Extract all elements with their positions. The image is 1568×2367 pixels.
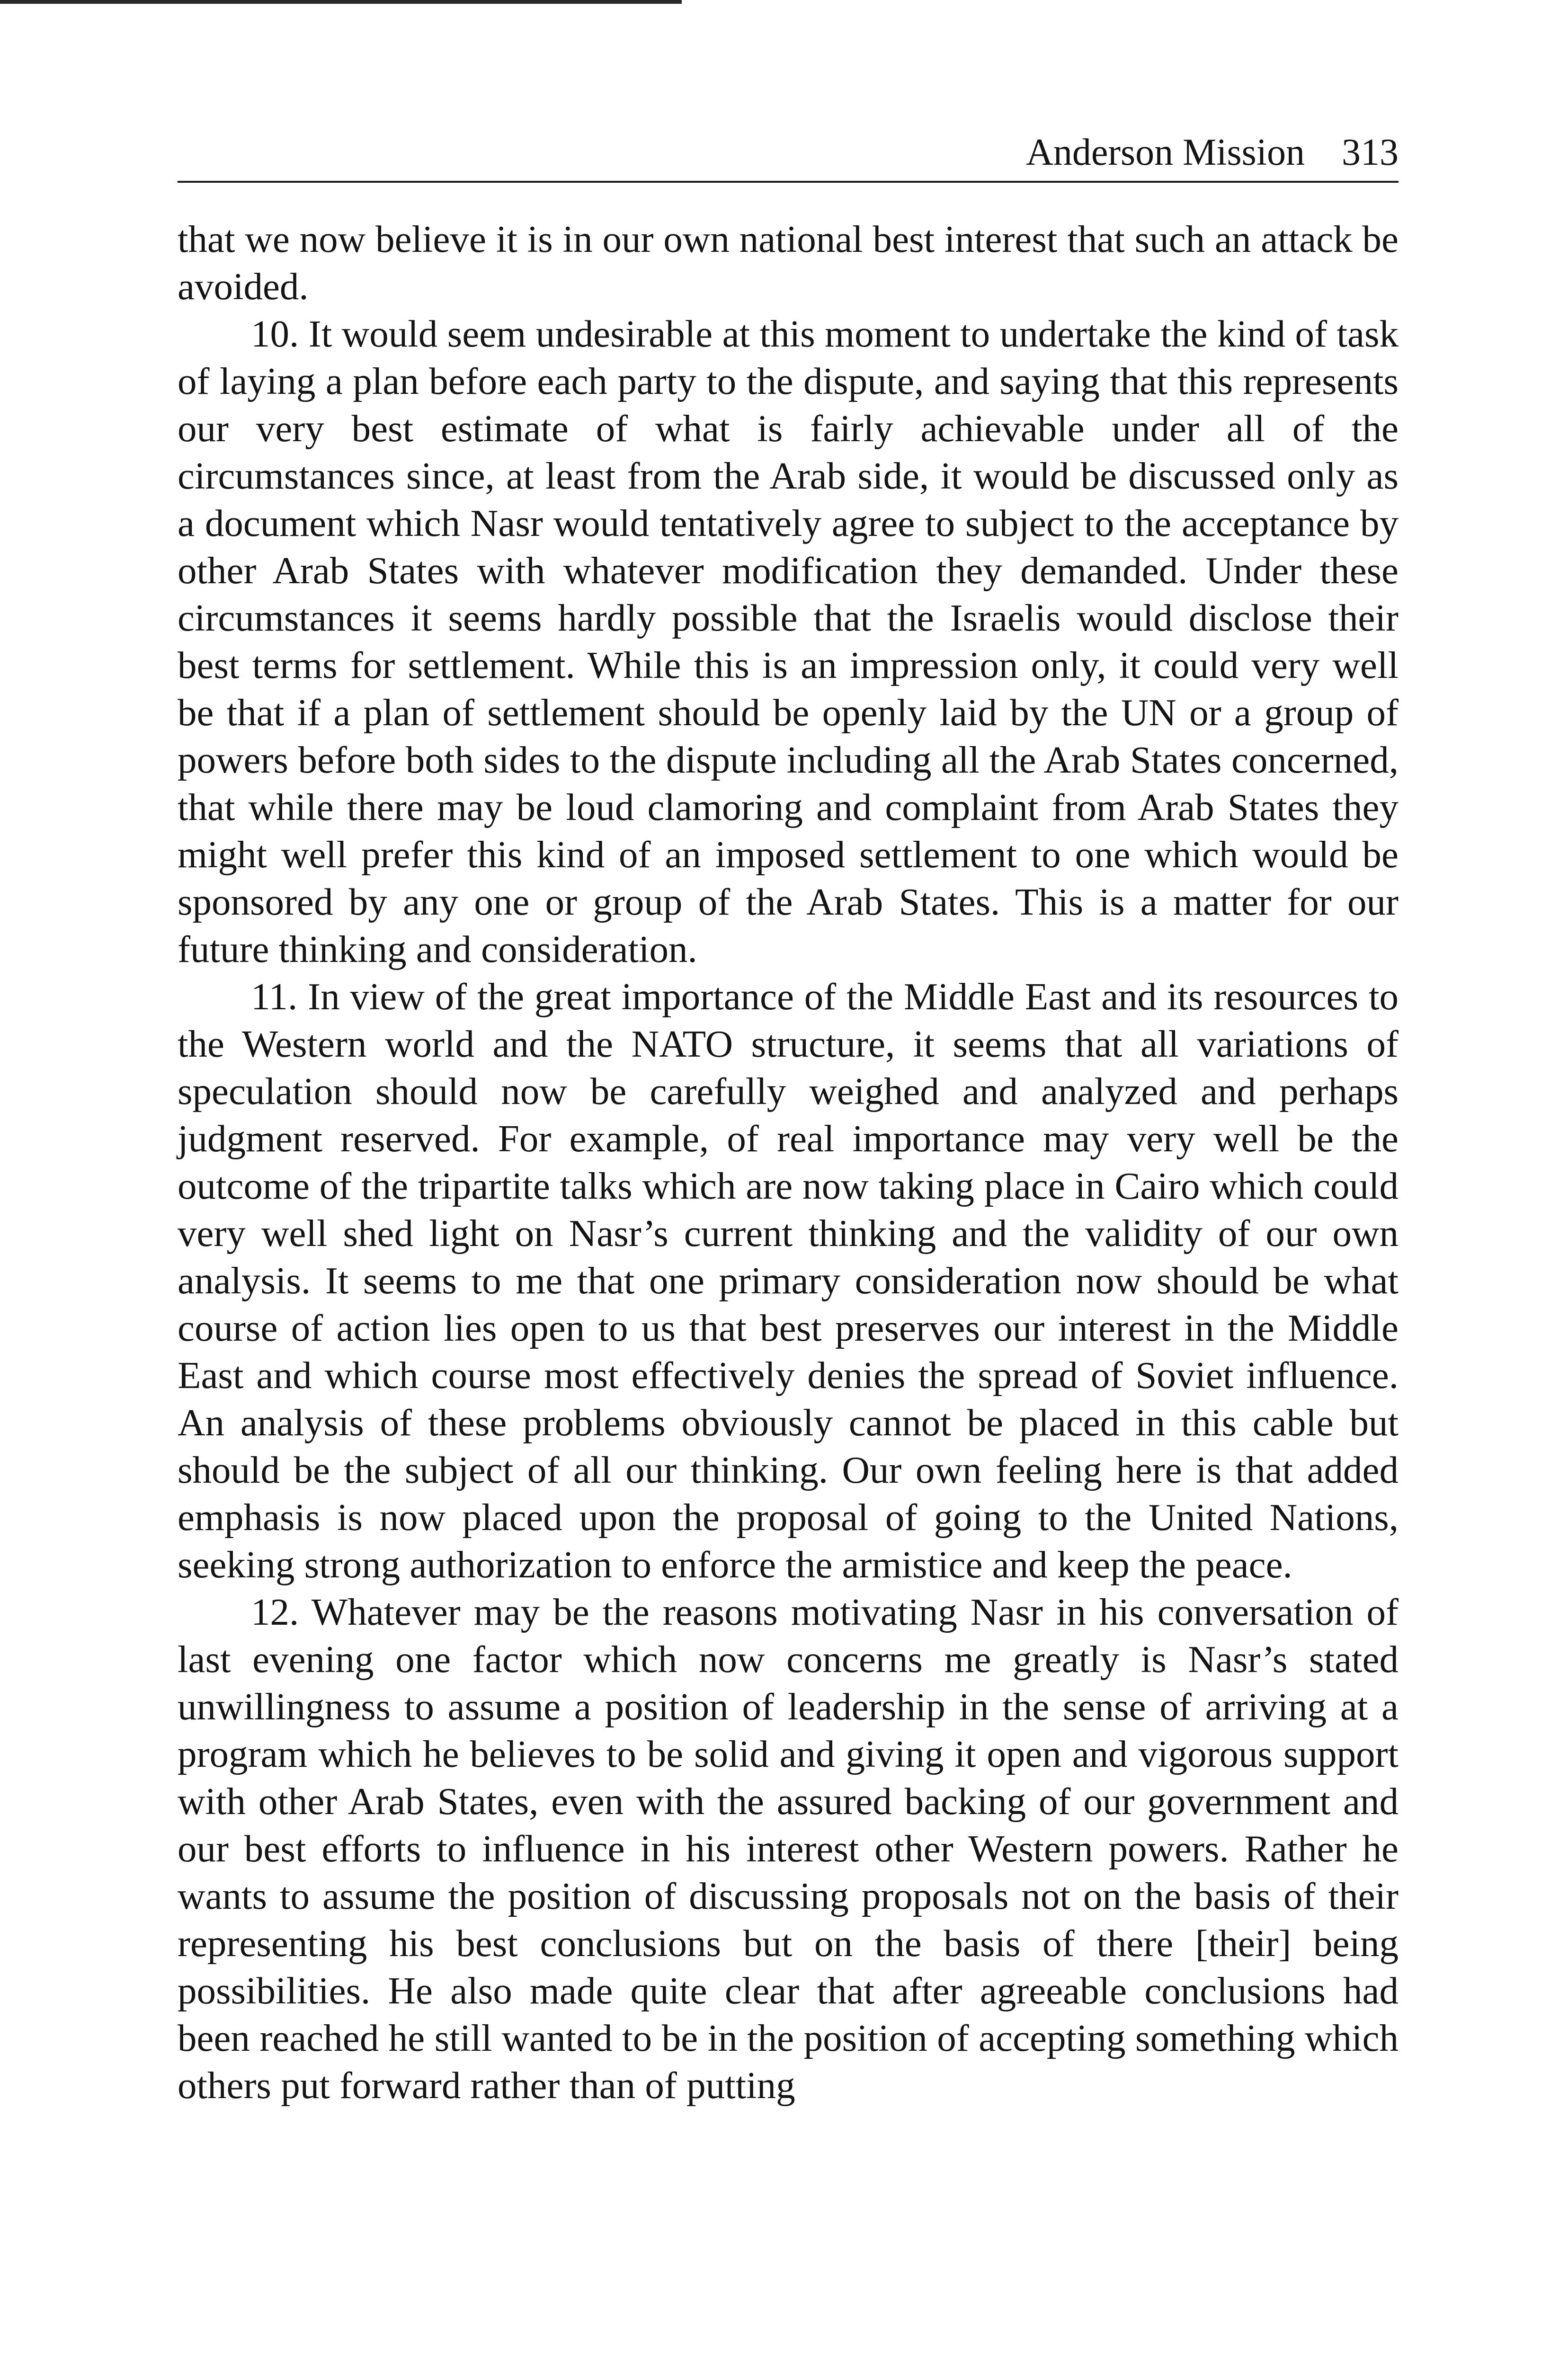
paragraph-12: 12. Whatever may be the reasons motivating Nasr in his conversation of last evening one factor which now concerns me greatly is Nasr’s stated unwillingness to assume a position of leadership in the sense of arriving at a program which he believes to be solid and giving it open and vigorous support with other Arab States, even with the assured backing of our government and our best efforts to influence in his interest other Western powers. Rather he wants to assume the position of discussing proposals not on the basis of their representing his best conclusions but on the basis of there [their] being possibilities. He also made quite clear that after agreeable conclusions had been reached he still wanted to be in the position of accepting something which others put forward rather than of putting <box>178 1591 1399 2107</box>
page-number: 313 <box>1342 132 1399 173</box>
paragraph-continuation: that we now believe it is in our own national best interest that such an attack be avoided. <box>178 218 1399 308</box>
running-title: Anderson Mission <box>1026 132 1305 173</box>
top-border-rule <box>0 0 682 4</box>
running-header <box>178 124 1399 183</box>
paragraph-10: 10. It would seem undesirable at this moment to undertake the kind of task of laying a plan before each party to the dispute, and saying that this represents our very best estimate of what is fairly achievable under all of the circumstances since, at least from the Arab side, it would be discussed only as a document which Nasr would tentatively agree to subject to the acceptance by other Arab States with whatever modification they demanded. Under these circumstances it seems hardly possible that the Israelis would disclose their best terms for settlement. While this is an impression only, it could very well be that if a plan of settlement should be openly laid by the UN or a group of powers before both sides to the dispute including all the Arab States concerned, that while there may be loud clamoring and complaint from Arab States they might well prefer this kind of an imposed settlement to one which would be sponsored by any one or group of the Arab States. This is a matter for our future thinking and consideration. <box>178 312 1399 970</box>
body-text <box>178 215 1399 2109</box>
paragraph-11: 11. In view of the great importance of the Middle East and its resources to the Western world and the NATO structure, it seems that all variations of speculation should now be carefully weighed and analyzed and perhaps judgment reserved. For example, of real importance may very well be the outcome of the tripartite talks which are now taking place in Cairo which could very well shed light on Nasr’s current thinking and the validity of our own analysis. It seems to me that one primary consideration now should be what course of action lies open to us that best preserves our interest in the Middle East and which course most effectively denies the spread of Soviet influence. An analysis of these problems obviously cannot be placed in this cable but should be the subject of all our thinking. Our own feeling here is that added emphasis is now placed upon the proposal of going to the United Nations, seeking strong authorization to enforce the armistice and keep the peace. <box>178 975 1399 1586</box>
